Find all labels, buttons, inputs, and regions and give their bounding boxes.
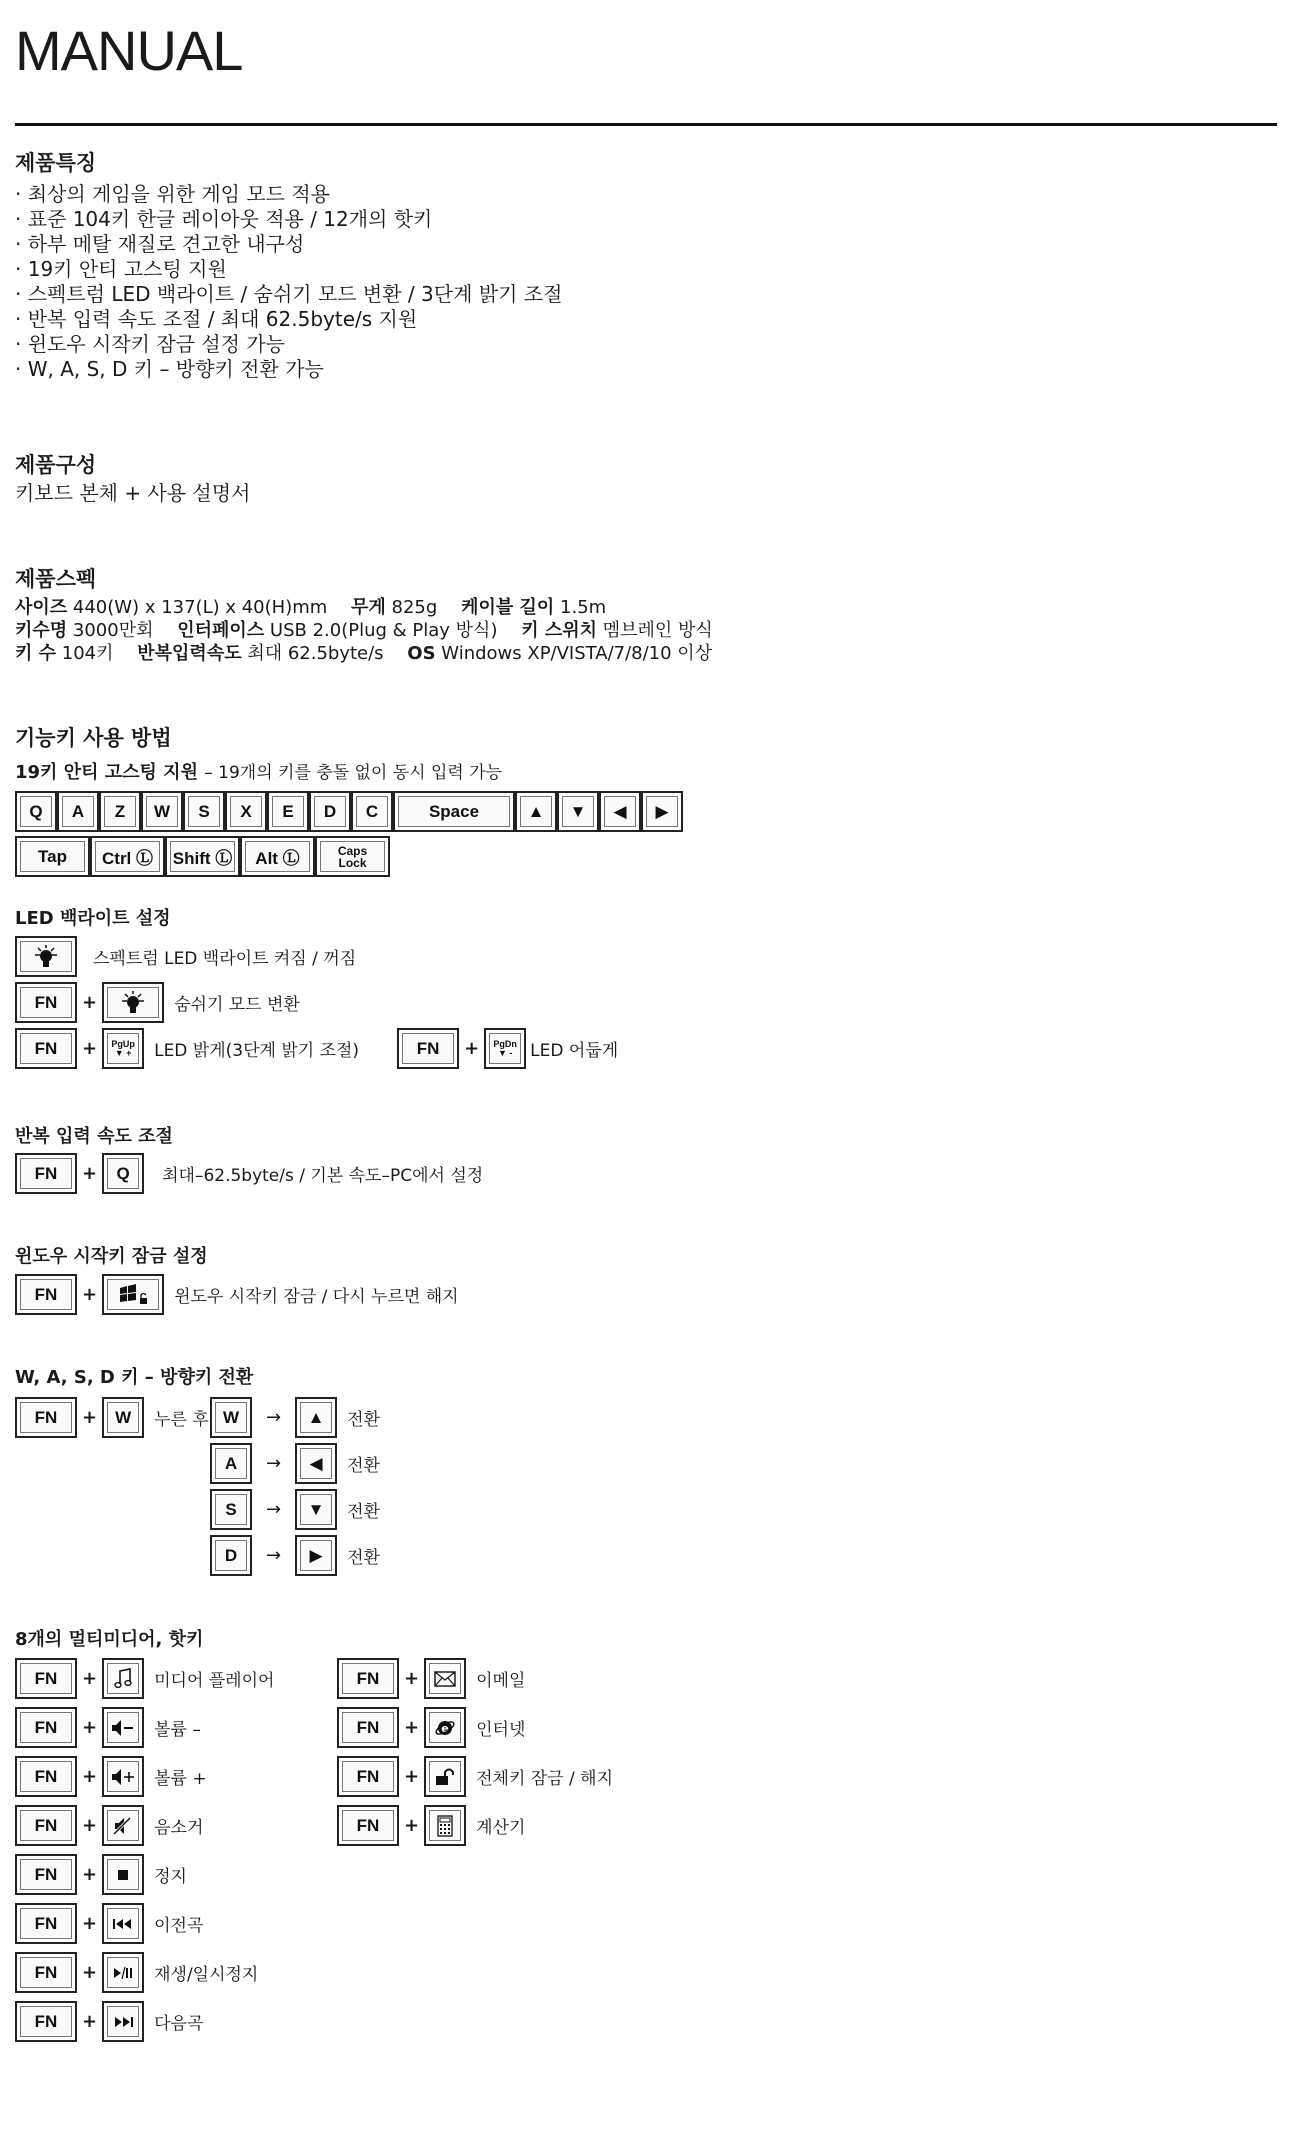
key-s: S	[210, 1489, 252, 1530]
lightbulb-icon	[120, 991, 146, 1015]
key-fn: FN	[15, 1756, 77, 1797]
key-led	[102, 982, 164, 1023]
hotkey-row	[337, 1707, 525, 1748]
hotkey-label: 이메일	[476, 1671, 526, 1691]
plus-sign: +	[82, 1962, 98, 1983]
spec-row	[15, 619, 731, 642]
ghosting-note: – 19개의 키를 충돌 없이 동시 입력 가능	[204, 763, 503, 783]
key-right-arrow	[641, 791, 683, 832]
key-media-player	[102, 1658, 144, 1699]
key-z: Z	[99, 791, 141, 832]
led-breath-desc: 숨쉬기 모드 변환	[174, 995, 300, 1015]
wasd-switch-label: 전환	[347, 1456, 380, 1476]
hotkey-row	[15, 1707, 201, 1748]
plus-sign: +	[82, 2011, 98, 2032]
key-up-arrow	[295, 1397, 337, 1438]
svg-text:e: e	[441, 1721, 449, 1735]
key-fn: FN	[15, 1028, 77, 1069]
led-breath-row	[15, 982, 300, 1023]
key-d: D	[309, 791, 351, 832]
features-list	[15, 182, 562, 382]
right-arrow-icon: ▶	[655, 801, 669, 821]
key-x: X	[225, 791, 267, 832]
led-title: LED 백라이트 설정	[15, 908, 171, 929]
key-w: W	[141, 791, 183, 832]
ghosting-keys-row-1	[15, 791, 683, 832]
pgdn-label: PgDn	[493, 1038, 517, 1049]
key-q: Q	[15, 791, 57, 832]
key-c: C	[351, 791, 393, 832]
key-windows	[102, 1274, 164, 1315]
spec-row	[15, 642, 731, 665]
key-fn: FN	[15, 1854, 77, 1895]
key-tab: Tap	[15, 836, 90, 877]
windows-lock-icon	[116, 1283, 150, 1307]
feature-item: · W, A, S, D 키 – 방향키 전환 가능	[15, 357, 324, 381]
key-play-pause	[102, 1952, 144, 1993]
feature-item: · 스펙트럼 LED 백라이트 / 숨쉬기 모드 변환 / 3단계 밝기 조절	[15, 282, 563, 306]
key-down-arrow	[557, 791, 599, 832]
winlock-row	[15, 1274, 459, 1315]
hotkey-row	[15, 1805, 203, 1846]
maps-to-arrow: →	[266, 1407, 282, 1428]
key-calculator	[424, 1805, 466, 1846]
lock-label: Lock	[338, 855, 367, 870]
spec-label: 키 스위치	[521, 620, 598, 641]
title-divider	[15, 123, 1277, 126]
key-fn: FN	[337, 1658, 399, 1699]
spec-value: 최대 62.5byte/s	[247, 643, 384, 664]
hotkey-label: 이전곡	[154, 1916, 204, 1936]
key-mute	[102, 1805, 144, 1846]
hotkey-row	[15, 1903, 203, 1944]
key-w: W	[102, 1397, 144, 1438]
feature-item: · 최상의 게임을 위한 게임 모드 적용	[15, 182, 330, 206]
wasd-map-row	[210, 1443, 380, 1484]
specs-table	[15, 596, 731, 665]
play-pause-icon	[112, 1966, 134, 1980]
plus-sign: +	[82, 1864, 98, 1885]
key-fn: FN	[15, 1397, 77, 1438]
repeat-title: 반복 입력 속도 조절	[15, 1126, 173, 1147]
hotkey-label: 볼륨 –	[154, 1720, 201, 1740]
spec-value: 104키	[61, 643, 114, 664]
key-q: Q	[102, 1153, 144, 1194]
hotkey-label: 전체키 잠금 / 해지	[476, 1769, 613, 1789]
hotkey-row	[15, 1756, 207, 1797]
key-fn: FN	[15, 1658, 77, 1699]
led-darker-desc: LED 어둡게	[530, 1041, 619, 1061]
wasd-map-row	[210, 1397, 380, 1438]
wasd-after-text: 누른 후	[154, 1410, 209, 1430]
hotkey-label: 정지	[154, 1867, 187, 1887]
down-arrow-icon: ▼	[569, 801, 587, 821]
pgup-label: PgUp	[111, 1038, 135, 1049]
spec-value: 440(W) x 137(L) x 40(H)mm	[72, 597, 328, 618]
plus-sign: +	[404, 1668, 420, 1689]
key-fn: FN	[15, 1903, 77, 1944]
spec-value: 825g	[391, 597, 438, 618]
contents-heading: 제품구성	[15, 453, 97, 477]
key-fn: FN	[337, 1756, 399, 1797]
plus-sign: +	[464, 1038, 480, 1059]
plus-sign: +	[82, 1766, 98, 1787]
key-left-arrow	[295, 1443, 337, 1484]
plus-sign: +	[404, 1717, 420, 1738]
led-brighter-desc: LED 밝게(3단계 밝기 조절)	[154, 1041, 360, 1061]
plus-sign: +	[82, 1815, 98, 1836]
feature-item: · 반복 입력 속도 조절 / 최대 62.5byte/s 지원	[15, 307, 418, 331]
hotkey-row	[15, 2001, 203, 2042]
spec-label: 반복입력속도	[137, 643, 242, 664]
wasd-trigger-row	[15, 1397, 209, 1438]
music-note-icon	[113, 1668, 133, 1690]
lock-icon	[434, 1767, 456, 1787]
key-mail	[424, 1658, 466, 1699]
spec-value: Windows XP/VISTA/7/8/10 이상	[441, 643, 713, 664]
mute-icon	[112, 1816, 134, 1836]
maps-to-arrow: →	[266, 1453, 282, 1474]
hotkey-row	[15, 1952, 258, 1993]
spec-label: 사이즈	[15, 597, 68, 618]
key-right-arrow	[295, 1535, 337, 1576]
key-fn: FN	[337, 1707, 399, 1748]
wasd-switch-label: 전환	[347, 1410, 380, 1430]
plus-sign: +	[82, 992, 98, 1013]
pgdn-sub: ▼ -	[497, 1047, 513, 1058]
key-left-arrow	[599, 791, 641, 832]
key-previous-track	[102, 1903, 144, 1944]
spec-value: 멤브레인 방식	[602, 620, 713, 641]
key-fn: FN	[397, 1028, 459, 1069]
hotkey-row	[337, 1756, 613, 1797]
hotkey-label: 인터넷	[476, 1720, 526, 1740]
spec-label: 인터페이스	[177, 620, 265, 641]
spec-row	[15, 596, 731, 619]
up-arrow-icon: ▲	[527, 801, 545, 821]
spec-label: OS	[407, 643, 436, 664]
ghosting-title	[15, 758, 502, 784]
ghosting-title-text: 19키 안티 고스팅 지원	[15, 762, 198, 783]
winlock-title: 윈도우 시작키 잠금 설정	[15, 1246, 208, 1267]
key-fn: FN	[15, 1805, 77, 1846]
key-internet	[424, 1707, 466, 1748]
pgup-sub: ▼ +	[114, 1047, 132, 1058]
key-s: S	[183, 791, 225, 832]
plus-sign: +	[82, 1407, 98, 1428]
key-ctrl-left: Ctrl Ⓛ	[90, 836, 165, 877]
feature-item: · 하부 메탈 재질로 견고한 내구성	[15, 232, 305, 256]
stop-icon	[116, 1868, 130, 1882]
spec-value: 1.5m	[560, 597, 607, 618]
wasd-title: W, A, S, D 키 – 방향키 전환	[15, 1367, 254, 1388]
mail-icon	[433, 1670, 457, 1688]
wasd-switch-label: 전환	[347, 1502, 380, 1522]
maps-to-arrow: →	[266, 1499, 282, 1520]
hotkey-label: 음소거	[154, 1818, 204, 1838]
hotkey-label: 볼륨 +	[154, 1769, 207, 1789]
led-toggle-desc: 스펙트럼 LED 백라이트 켜짐 / 꺼짐	[93, 949, 357, 969]
volume-down-icon	[110, 1718, 136, 1738]
key-fn: FN	[337, 1805, 399, 1846]
key-up-arrow	[515, 791, 557, 832]
internet-icon	[434, 1717, 456, 1739]
calculator-icon	[436, 1815, 454, 1837]
winlock-desc: 윈도우 시작키 잠금 / 다시 누르면 해지	[174, 1287, 459, 1307]
key-pgdn	[484, 1028, 526, 1069]
spec-label: 케이블 길이	[461, 597, 555, 618]
wasd-map-row	[210, 1489, 380, 1530]
key-shift-left: Shift Ⓛ	[165, 836, 240, 877]
next-track-icon	[112, 2015, 134, 2029]
spec-value: USB 2.0(Plug & Play 방식)	[269, 620, 498, 641]
down-arrow-icon: ▼	[307, 1499, 325, 1519]
key-fn: FN	[15, 1952, 77, 1993]
howto-heading: 기능키 사용 방법	[15, 726, 172, 750]
key-fn: FN	[15, 2001, 77, 2042]
page-title: MANUAL	[15, 19, 243, 82]
key-volume-up	[102, 1756, 144, 1797]
hotkey-row	[15, 1658, 274, 1699]
feature-item: · 19키 안티 고스팅 지원	[15, 257, 227, 281]
hotkey-row	[337, 1658, 525, 1699]
led-brightness-row	[15, 1028, 618, 1069]
previous-track-icon	[112, 1917, 134, 1931]
plus-sign: +	[82, 1913, 98, 1934]
wasd-switch-label: 전환	[347, 1548, 380, 1568]
key-fn: FN	[15, 982, 77, 1023]
contents-text: 키보드 본체 + 사용 설명서	[15, 481, 251, 505]
left-arrow-icon: ◀	[613, 801, 627, 821]
plus-sign: +	[404, 1815, 420, 1836]
key-stop	[102, 1854, 144, 1895]
key-down-arrow	[295, 1489, 337, 1530]
spec-label: 키 수	[15, 643, 57, 664]
specs-heading: 제품스펙	[15, 567, 97, 591]
key-fn: FN	[15, 1153, 77, 1194]
left-arrow-icon: ◀	[309, 1453, 323, 1473]
key-a: A	[57, 791, 99, 832]
repeat-row	[15, 1153, 483, 1194]
plus-sign: +	[82, 1668, 98, 1689]
features-heading: 제품특징	[15, 151, 97, 175]
feature-item: · 윈도우 시작키 잠금 설정 가능	[15, 332, 285, 356]
right-arrow-icon: ▶	[309, 1545, 323, 1565]
up-arrow-icon: ▲	[307, 1407, 325, 1427]
key-volume-down	[102, 1707, 144, 1748]
maps-to-arrow: →	[266, 1545, 282, 1566]
volume-up-icon	[110, 1767, 136, 1787]
plus-sign: +	[404, 1766, 420, 1787]
key-alt-left: Alt Ⓛ	[240, 836, 315, 877]
plus-sign: +	[82, 1717, 98, 1738]
hotkey-row	[337, 1805, 525, 1846]
hotkey-label: 미디어 플레이어	[154, 1671, 275, 1691]
repeat-desc: 최대–62.5byte/s / 기본 속도–PC에서 설정	[162, 1166, 484, 1186]
wasd-map-row	[210, 1535, 380, 1576]
key-lock-all	[424, 1756, 466, 1797]
key-pgup	[102, 1028, 144, 1069]
key-caps-lock	[315, 836, 390, 877]
spec-label: 키수명	[15, 620, 68, 641]
key-fn: FN	[15, 1707, 77, 1748]
hotkey-row	[15, 1854, 187, 1895]
key-next-track	[102, 2001, 144, 2042]
spec-label: 무게	[351, 597, 386, 618]
key-led	[15, 936, 77, 977]
key-w: W	[210, 1397, 252, 1438]
led-toggle-row	[15, 936, 356, 977]
spec-value: 3000만회	[72, 620, 154, 641]
key-e: E	[267, 791, 309, 832]
feature-item: · 표준 104키 한글 레이아웃 적용 / 12개의 핫키	[15, 207, 433, 231]
caps-label: Caps	[337, 843, 368, 858]
ghosting-keys-row-2	[15, 836, 390, 877]
plus-sign: +	[82, 1038, 98, 1059]
plus-sign: +	[82, 1284, 98, 1305]
hotkey-label: 다음곡	[154, 2014, 204, 2034]
key-space: Space	[393, 791, 515, 832]
key-fn: FN	[15, 1274, 77, 1315]
lightbulb-icon	[33, 945, 59, 969]
hotkey-label: 재생/일시정지	[154, 1965, 259, 1985]
plus-sign: +	[82, 1163, 98, 1184]
multimedia-title: 8개의 멀티미디어, 핫키	[15, 1629, 204, 1650]
key-d: D	[210, 1535, 252, 1576]
hotkey-label: 계산기	[476, 1818, 526, 1838]
key-a: A	[210, 1443, 252, 1484]
